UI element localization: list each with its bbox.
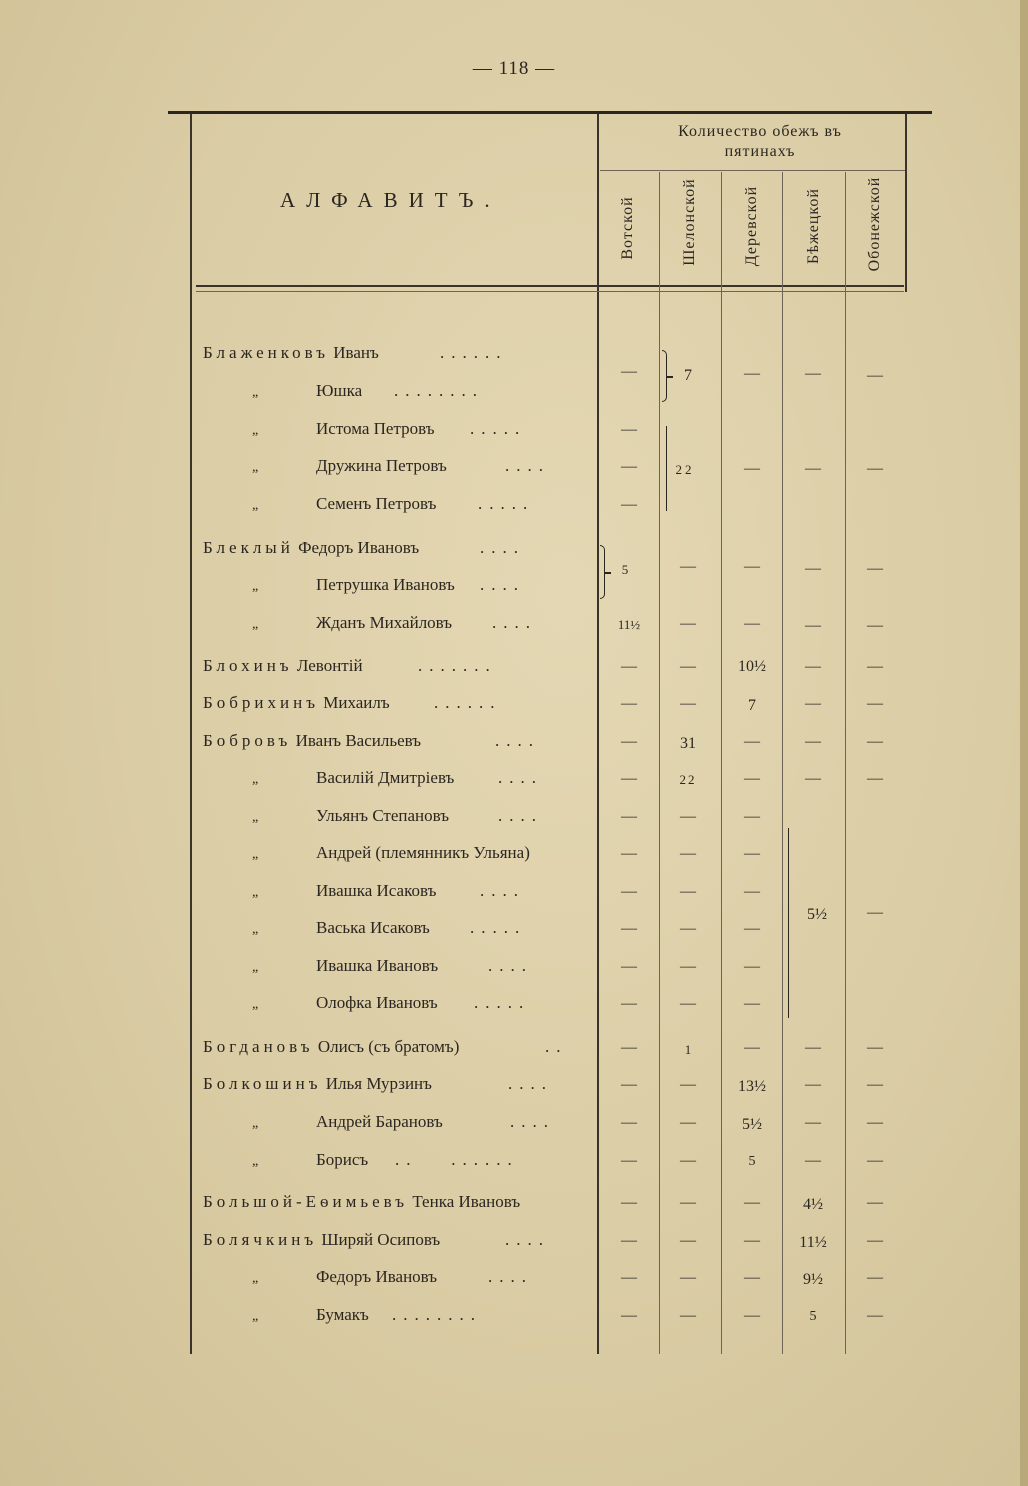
value-cell: 5 xyxy=(748,1154,756,1169)
value-cell: 5½ xyxy=(807,906,827,923)
leader-dots: ..... xyxy=(478,494,535,513)
given-name: Иванъ xyxy=(333,343,379,362)
leader-dots: .. xyxy=(545,1037,568,1056)
value-cell: — xyxy=(621,1039,637,1056)
value-cell: 7 xyxy=(748,697,756,714)
value-cell: — xyxy=(621,1232,637,1249)
value-cell: — xyxy=(867,1194,883,1211)
value-cell: — xyxy=(621,1152,637,1169)
col-head-derevskoy: Деревской xyxy=(743,185,760,267)
given-name: Юшка xyxy=(316,381,363,400)
value-cell: — xyxy=(867,658,883,675)
leader-dots: ...... xyxy=(434,693,502,712)
value-cell: — xyxy=(744,733,760,750)
quantity-title xyxy=(640,122,880,162)
table-row xyxy=(0,918,1028,948)
value-cell: — xyxy=(744,558,760,575)
given-name: Василій Дмитріевъ xyxy=(316,768,455,787)
value-cell: — xyxy=(744,1039,760,1056)
quantity-title-line1: Количество обежъ въ xyxy=(678,123,842,140)
given-name: Ивашка Исаковъ xyxy=(316,881,437,900)
value-cell: — xyxy=(805,365,821,382)
value-cell: — xyxy=(621,1076,637,1093)
value-cell: — xyxy=(867,904,883,921)
value-cell: — xyxy=(621,695,637,712)
given-name: Жданъ Михайловъ xyxy=(316,613,453,632)
surname: Бобровъ xyxy=(203,731,292,750)
value-cell: — xyxy=(621,920,637,937)
value-cell: — xyxy=(680,883,696,900)
surname: Болячкинъ xyxy=(203,1230,318,1249)
value-cell: — xyxy=(867,1269,883,1286)
leader-dots: .... xyxy=(488,956,533,975)
table-row xyxy=(0,806,1028,836)
value-cell: — xyxy=(805,460,821,477)
value-cell: — xyxy=(744,770,760,787)
leader-dots: .... xyxy=(505,456,550,475)
ditto-mark: „ xyxy=(252,810,259,825)
value-cell: 1 xyxy=(684,1042,692,1057)
leader-dots: .... xyxy=(495,731,540,750)
given-name: Петрушка Ивановъ xyxy=(316,575,455,594)
table-row xyxy=(0,381,1028,411)
given-name: Семенъ Петровъ xyxy=(316,494,437,513)
table-row xyxy=(0,575,1028,605)
value-cell: — xyxy=(744,1269,760,1286)
table-row xyxy=(0,494,1028,524)
col-head-bezhetskoy: Бѣжецкой xyxy=(805,188,822,264)
leader-dots: .... xyxy=(505,1230,550,1249)
value-cell: — xyxy=(805,1076,821,1093)
surname: Бобрихинъ xyxy=(203,693,319,712)
given-name: Васька Исаковъ xyxy=(316,918,430,937)
given-name: Тенка Ивановъ xyxy=(412,1192,521,1211)
value-cell: — xyxy=(805,617,821,634)
given-name: Истома Петровъ xyxy=(316,419,435,438)
col-head-votskoy: Вотской xyxy=(619,196,636,260)
surname: Блаженковъ xyxy=(203,343,330,362)
given-name: Олисъ (съ братомъ) xyxy=(317,1037,460,1056)
value-cell: — xyxy=(867,617,883,634)
leader-dots: ........ xyxy=(392,1305,482,1324)
value-cell: — xyxy=(621,958,637,975)
value-cell: — xyxy=(867,770,883,787)
value-cell: — xyxy=(744,845,760,862)
col-head-obonezhskoy: Обонежской xyxy=(866,176,883,272)
value-cell: 5½ xyxy=(742,1116,762,1133)
surname: Большой-Еѳимьевъ xyxy=(203,1192,409,1211)
group-bracket xyxy=(788,828,789,1018)
value-cell: 31 xyxy=(680,735,696,752)
value-cell: — xyxy=(680,1269,696,1286)
value-cell: — xyxy=(621,363,637,380)
table-row xyxy=(0,419,1028,449)
given-name: Борисъ xyxy=(316,1150,369,1169)
given-name: Федоръ Ивановъ xyxy=(316,1267,438,1286)
value-cell: — xyxy=(680,1307,696,1324)
value-cell: — xyxy=(621,1307,637,1324)
value-cell: — xyxy=(680,1194,696,1211)
value-cell: — xyxy=(680,658,696,675)
value-cell: — xyxy=(680,845,696,862)
value-cell: — xyxy=(680,1232,696,1249)
given-name: Бумакъ xyxy=(316,1305,369,1324)
ditto-mark: „ xyxy=(252,847,259,862)
value-cell: — xyxy=(867,560,883,577)
given-name: Ширяй Осиповъ xyxy=(321,1230,441,1249)
value-cell: — xyxy=(867,1152,883,1169)
leader-dots: .... xyxy=(498,806,543,825)
value-cell: — xyxy=(805,1039,821,1056)
value-cell: 13½ xyxy=(738,1078,766,1095)
quantity-title-line2: пятинахъ xyxy=(724,143,796,160)
value-cell: — xyxy=(680,558,696,575)
leader-dots: .. ...... xyxy=(395,1150,519,1169)
value-cell: 4½ xyxy=(803,1196,823,1213)
surname: Блохинъ xyxy=(203,656,293,675)
value-cell: 9½ xyxy=(803,1271,823,1288)
given-name: Ульянъ Степановъ xyxy=(316,806,450,825)
value-cell: — xyxy=(805,560,821,577)
ditto-mark: „ xyxy=(252,579,259,594)
leader-dots: .... xyxy=(480,538,525,557)
value-cell: — xyxy=(744,883,760,900)
header-bottom-rule-2 xyxy=(196,291,904,292)
value-cell: — xyxy=(867,1114,883,1131)
alfavit-heading: АЛФАВИТЪ. xyxy=(280,188,501,212)
value-cell: — xyxy=(805,1114,821,1131)
value-cell: — xyxy=(680,615,696,632)
table-row xyxy=(0,956,1028,986)
leader-dots: .... xyxy=(510,1112,555,1131)
page-number: — 118 — xyxy=(472,58,556,79)
table-row xyxy=(0,843,1028,873)
value-cell: — xyxy=(805,658,821,675)
leader-dots: .... xyxy=(508,1074,553,1093)
value-cell: — xyxy=(805,770,821,787)
table-right-border xyxy=(905,114,907,292)
value-cell: — xyxy=(805,1152,821,1169)
value-cell: — xyxy=(680,808,696,825)
value-cell: — xyxy=(867,1232,883,1249)
ditto-mark: „ xyxy=(252,423,259,438)
value-cell: 5 xyxy=(809,1309,817,1324)
given-name: Андрей (племянникъ Ульяна) xyxy=(316,843,530,862)
value-cell: — xyxy=(680,1076,696,1093)
value-cell: 22 xyxy=(675,462,695,477)
value-cell: — xyxy=(805,695,821,712)
ditto-mark: „ xyxy=(252,617,259,632)
value-cell: — xyxy=(744,995,760,1012)
table-top-rule xyxy=(168,111,932,114)
leader-dots: .... xyxy=(488,1267,533,1286)
leader-dots: ..... xyxy=(470,918,527,937)
ditto-mark: „ xyxy=(252,498,259,513)
value-cell: 11½ xyxy=(799,1234,827,1251)
value-cell: — xyxy=(744,460,760,477)
col-head-shelonskoy: Шелонской xyxy=(681,178,698,266)
leader-dots: .... xyxy=(480,881,525,900)
value-cell: — xyxy=(621,496,637,513)
value-cell: — xyxy=(621,421,637,438)
leader-dots: ...... xyxy=(440,343,508,362)
value-cell: 11½ xyxy=(617,617,641,632)
value-cell: — xyxy=(805,733,821,750)
given-name: Федоръ Ивановъ xyxy=(298,538,420,557)
value-cell: 22 xyxy=(679,772,697,787)
value-cell: — xyxy=(867,695,883,712)
given-name: Иванъ Васильевъ xyxy=(295,731,422,750)
value-cell: — xyxy=(867,1076,883,1093)
ditto-mark: „ xyxy=(252,1116,259,1131)
value-cell: — xyxy=(744,1307,760,1324)
ditto-mark: „ xyxy=(252,772,259,787)
given-name: Ивашка Ивановъ xyxy=(316,956,439,975)
value-cell: — xyxy=(744,1232,760,1249)
given-name: Андрей Барановъ xyxy=(316,1112,443,1131)
value-cell: — xyxy=(744,1194,760,1211)
given-name: Дружина Петровъ xyxy=(316,456,447,475)
ditto-mark: „ xyxy=(252,1271,259,1286)
given-name: Михаилъ xyxy=(323,693,390,712)
value-cell: — xyxy=(867,1307,883,1324)
value-cell: — xyxy=(621,658,637,675)
value-cell: — xyxy=(621,1269,637,1286)
given-name: Олофка Ивановъ xyxy=(316,993,438,1012)
value-cell: — xyxy=(621,995,637,1012)
value-cell: — xyxy=(744,615,760,632)
header-bottom-rule xyxy=(196,285,904,287)
leader-dots: ....... xyxy=(418,656,497,675)
surname: Богдановъ xyxy=(203,1037,314,1056)
value-cell: — xyxy=(621,770,637,787)
value-cell: — xyxy=(621,808,637,825)
value-cell: — xyxy=(867,460,883,477)
surname: Болкошинъ xyxy=(203,1074,322,1093)
ditto-mark: „ xyxy=(252,922,259,937)
value-cell: — xyxy=(621,845,637,862)
leader-dots: ..... xyxy=(470,419,527,438)
value-cell: — xyxy=(867,367,883,384)
value-cell: — xyxy=(744,958,760,975)
value-cell: — xyxy=(744,920,760,937)
value-cell: — xyxy=(680,1114,696,1131)
value-cell: — xyxy=(867,733,883,750)
value-cell: — xyxy=(680,995,696,1012)
value-cell: — xyxy=(621,733,637,750)
value-cell: — xyxy=(621,883,637,900)
value-cell: — xyxy=(621,1114,637,1131)
leader-dots: .... xyxy=(492,613,537,632)
value-cell: — xyxy=(680,695,696,712)
value-cell: — xyxy=(680,1152,696,1169)
value-cell: — xyxy=(744,808,760,825)
value-cell: 5 xyxy=(621,562,629,577)
ditto-mark: „ xyxy=(252,960,259,975)
leader-dots: ........ xyxy=(394,381,484,400)
value-cell: 10½ xyxy=(738,658,766,675)
value-cell: — xyxy=(621,1194,637,1211)
ditto-mark: „ xyxy=(252,1309,259,1324)
leader-dots: .... xyxy=(480,575,525,594)
surname: Блеклый xyxy=(203,538,294,557)
leader-dots: ..... xyxy=(474,993,531,1012)
value-cell: — xyxy=(621,458,637,475)
value-cell: — xyxy=(744,365,760,382)
table-row xyxy=(0,993,1028,1023)
value-cell: 7 xyxy=(684,367,692,384)
ditto-mark: „ xyxy=(252,997,259,1012)
value-cell: — xyxy=(867,1039,883,1056)
ditto-mark: „ xyxy=(252,385,259,400)
value-cell: — xyxy=(680,958,696,975)
ditto-mark: „ xyxy=(252,1154,259,1169)
ditto-mark: „ xyxy=(252,885,259,900)
given-name: Левонтій xyxy=(296,656,363,675)
leader-dots: .... xyxy=(498,768,543,787)
value-cell: — xyxy=(680,920,696,937)
given-name: Илья Мурзинъ xyxy=(325,1074,432,1093)
ditto-mark: „ xyxy=(252,460,259,475)
